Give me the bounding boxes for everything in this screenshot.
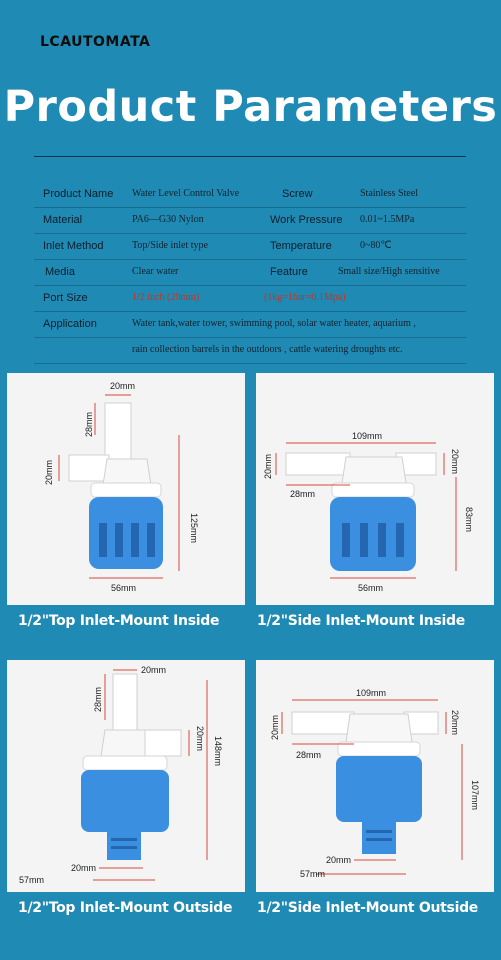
param-label: Work Pressure — [270, 214, 343, 226]
dim-label: 28mm — [296, 750, 322, 760]
dim-label: 20mm — [44, 459, 54, 485]
param-label: Material — [43, 214, 83, 226]
param-label: Media — [45, 266, 75, 278]
dim-label: 107mm — [470, 780, 480, 811]
row-divider — [34, 363, 466, 364]
page-title: Product Parameters — [3, 82, 498, 132]
dim-label: 28mm — [84, 411, 94, 437]
dim-label: 20mm — [141, 665, 167, 675]
param-row — [34, 260, 466, 286]
param-value: Small size/High sensitive — [338, 266, 440, 277]
dim-label: 20mm — [110, 381, 136, 391]
param-value: Water Level Control Valve — [132, 188, 240, 199]
product-photo-side-inlet-inside — [256, 373, 494, 605]
param-value: PA6—G30 Nylon — [132, 214, 204, 225]
product-photo-top-inlet-outside — [7, 660, 245, 892]
param-label: Application — [43, 318, 97, 330]
param-value: rain collection barrels in the outdoors , cattle watering droughts etc. — [132, 344, 403, 355]
dim-label: 83mm — [464, 507, 474, 533]
dim-label: 20mm — [270, 714, 280, 740]
dim-label: 20mm — [450, 710, 460, 736]
valve-illustration — [292, 712, 438, 854]
param-label: Feature — [270, 266, 308, 278]
dim-label: 20mm — [450, 449, 460, 475]
param-value: Stainless Steel — [360, 188, 419, 199]
dim-label: 20mm — [263, 453, 273, 479]
dim-label: 109mm — [352, 431, 383, 441]
dim-label: 125mm — [189, 513, 199, 544]
param-row — [34, 286, 466, 312]
product-photo-top-inlet-inside — [7, 373, 245, 605]
dim-label: 56mm — [111, 583, 137, 593]
pressure-conversion-note: (1kg=1bar=0.1Mpa) — [264, 292, 346, 303]
brand-logo: LCAUTOMATA — [40, 34, 151, 50]
product-caption: 1/2"Side Inlet-Mount Inside — [257, 613, 465, 629]
param-value: 0~80℃ — [360, 240, 392, 251]
dim-label: 20mm — [195, 726, 205, 752]
product-caption: 1/2"Top Inlet-Mount Outside — [18, 900, 233, 916]
title-divider — [34, 156, 466, 157]
dim-label: 28mm — [290, 489, 316, 499]
param-label: Temperature — [270, 240, 332, 252]
port-size-value: 1/2 inch (20mm) — [132, 292, 200, 303]
dim-label: 148mm — [213, 736, 223, 767]
param-label: Inlet Method — [43, 240, 104, 252]
param-row — [34, 234, 466, 260]
dim-label: 57mm — [300, 869, 326, 879]
param-row — [34, 182, 466, 208]
dim-label: 56mm — [358, 583, 384, 593]
dim-label: 109mm — [356, 688, 387, 698]
param-row — [34, 312, 466, 338]
param-value: Water tank,water tower, swimming pool, solar water heater, aquarium , — [132, 318, 416, 329]
param-value: Clear water — [132, 266, 179, 277]
param-row — [34, 208, 466, 234]
param-value: Top/Side inlet type — [132, 240, 208, 251]
product-caption: 1/2"Top Inlet-Mount Inside — [18, 613, 220, 629]
dim-label: 28mm — [93, 686, 103, 712]
dim-label: 20mm — [326, 855, 352, 865]
parameters-table — [34, 182, 466, 364]
param-label: Port Size — [43, 292, 88, 304]
param-label: Product Name — [43, 188, 114, 200]
valve-illustration — [286, 453, 436, 571]
param-row — [34, 338, 466, 364]
param-label: Screw — [282, 188, 313, 200]
product-caption: 1/2"Side Inlet-Mount Outside — [257, 900, 478, 916]
param-value: 0.01~1.5MPa — [360, 214, 415, 225]
dim-label: 57mm — [19, 875, 45, 885]
dim-label: 20mm — [71, 863, 97, 873]
product-photo-side-inlet-outside — [256, 660, 494, 892]
